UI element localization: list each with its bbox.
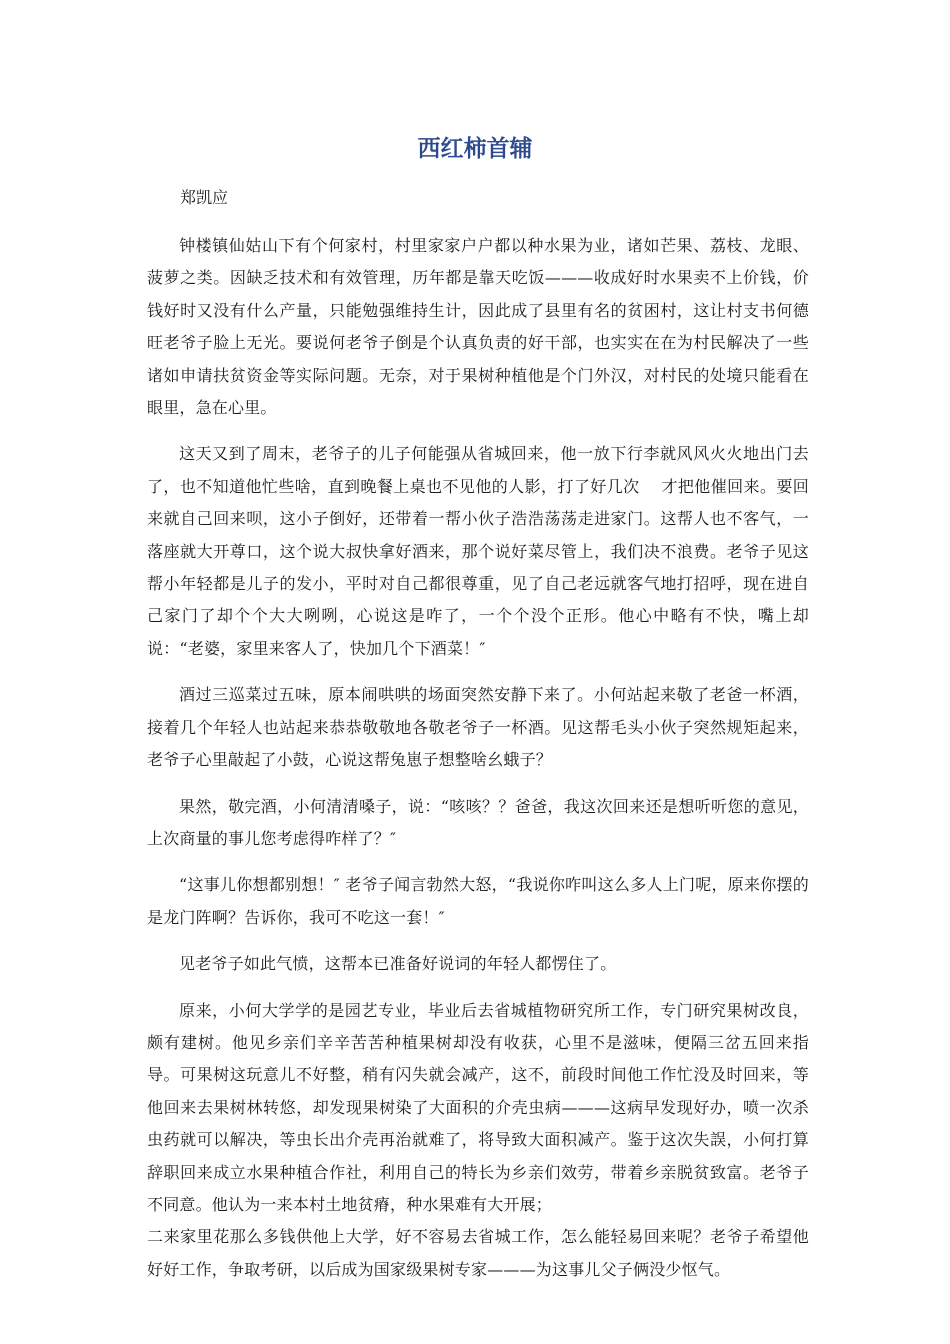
article-author: 郑凯应 [180, 188, 229, 207]
paragraph: 酒过三巡菜过五味，原本闹哄哄的场面突然安静下来了。小何站起来敬了老爸一杯酒，接着几个年轻人也站起来恭恭敬敬地各敬老爷子一杯酒。见这帮毛头小伙子突然规矩起来，老爷子心里敲起了小鼓，心说这帮兔崽子想整啥幺蛾子？ [147, 685, 809, 770]
paragraph: 二来家里花那么多钱供他上大学，好不容易去省城工作，怎么能轻易回来呢？老爷子希望他好好工作，争取考研，以后成为国家级果树专家———为这事儿父子俩没少怄气。 [147, 1227, 809, 1279]
paragraph: 果然，敬完酒，小何清清嗓子，说：“咳咳？？爸爸，我这次回来还是想听听您的意见，上次商量的事儿您考虑得咋样了？″ [147, 796, 809, 848]
paragraph: 这天又到了周末，老爷子的儿子何能强从省城回来，他一放下行李就风风火火地出门去了，也不知道他忙些啥，直到晚餐上桌也不见他的人影，打了好几次 才把他催回来。要回来就自己回来呗，这小子倒好，还带着一帮小伙子浩浩荡荡走进家门。这帮人也不客气，一落座就大开尊口，这个说大叔快拿好酒来，那个说好菜尽管上，我们决不浪费。老爷子见这帮小年轻都是儿子的发小，平时对自己都很尊重，见了自己老远就客气地打招呼，现在进自己家门了却个个大大咧咧，心说这是咋了，一个个没个正形。他心中略有不快，嘴上却说：“老婆，家里来客人了，快加几个下酒菜！″ [147, 444, 809, 658]
paragraph: 钟楼镇仙姑山下有个何家村，村里家家户户都以种水果为业，诸如芒果、荔枝、龙眼、菠萝之类。因缺乏技术和有效管理，历年都是靠天吃饭———收成好时水果卖不上价钱，价钱好时又没有什么产量，只能勉强维持生计，因此成了县里有名的贫困村，这让村支书何德旺老爷子脸上无光。要说何老爷子倒是个认真负责的好干部，也实实在在为村民解决了一些诸如申请扶贫资金等实际问题。无奈，对于果树种植他是个门外汉，对村民的处境只能看在眼里，急在心里。 [147, 236, 809, 418]
article-title: 西红柿首辅 [417, 136, 533, 162]
paragraph: 原来，小何大学学的是园艺专业，毕业后去省城植物研究所工作，专门研究果树改良，颇有建树。他见乡亲们辛辛苦苦种植果树却没有收获，心里不是滋味，便隔三岔五回来指导。可果树这玩意儿不好整，稍有闪失就会减产，这不，前段时间他工作忙没及时回来，等他回来去果树林转悠，却发现果树染了大面积的介壳虫病———这病早发现好办，喷一次杀虫药就可以解决，等虫长出介壳再治就难了，将导致大面积减产。鉴于这次失誤，小何打算辞职回来成立水果种植合作社，利用自己的特长为乡亲们效劳，带着乡亲脱贫致富。老爷子不同意。他认为一来本村土地贫瘠，种水果难有大开展； [147, 1000, 809, 1214]
paragraph: “这事儿你想都别想！″ 老爷子闻言勃然大怒，“我说你咋叫这么多人上门呢，原来你摆的是龙门阵啊？告诉你，我可不吃这一套！″ [147, 875, 809, 927]
paragraph: 见老爷子如此气愤，这帮本已准备好说词的年轻人都愣住了。 [179, 954, 617, 974]
article-body [147, 230, 809, 1300]
